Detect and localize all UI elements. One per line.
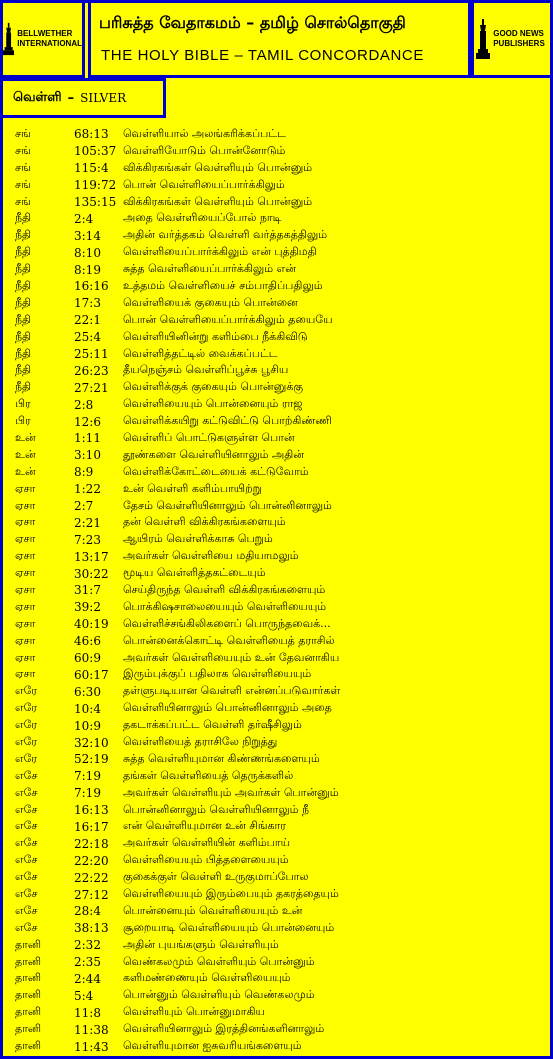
entry-book: பிர <box>15 397 31 411</box>
entry-reference: 52:19 <box>74 752 109 767</box>
entry-book: தானி <box>15 1005 42 1019</box>
entry-reference: 8:19 <box>74 262 101 277</box>
list-item <box>15 126 545 143</box>
entry-reference: 32:10 <box>74 735 109 750</box>
entry-book: எசே <box>15 802 38 816</box>
entry-reference: 2:44 <box>74 971 101 986</box>
entry-text: பொன்னினாலும் வெள்ளியினாலும் நீ <box>123 802 310 816</box>
logo-left-line-2: INTERNATIONAL <box>17 39 82 48</box>
entry-text: பொன்னையும் வெள்ளியையும் உன் <box>123 903 303 917</box>
entry-reference: 38:13 <box>74 921 109 936</box>
entry-text: வெள்ளிப் பொட்டுகளுள்ள பொன் <box>123 430 295 444</box>
entry-text: குகைக்குள் வெள்ளி உருகுமாப்போல <box>123 870 309 884</box>
entry-book: எரே <box>15 718 38 732</box>
entry-reference: 13:17 <box>74 549 109 564</box>
entry-reference: 46:6 <box>74 634 101 649</box>
list-item <box>15 278 545 295</box>
entry-book: எசே <box>15 785 38 799</box>
entry-text: வெள்ளியோடும் பொன்னோடும் <box>123 143 286 157</box>
list-item <box>15 903 545 920</box>
entry-reference: 26:23 <box>74 363 109 378</box>
entry-reference: 8:10 <box>74 245 101 260</box>
entry-book: சங் <box>15 194 31 208</box>
entry-book: தானி <box>15 1022 42 1036</box>
entry-text: உன் வெள்ளி களிம்பாயிற்று <box>123 481 262 495</box>
list-item <box>15 531 545 548</box>
entry-text: அதின் வர்த்தகம் வெள்ளி வர்த்தகத்திலும் <box>123 228 328 242</box>
list-item <box>15 768 545 785</box>
list-item <box>15 954 545 971</box>
entry-book: தானி <box>15 937 42 951</box>
entry-reference: 22:20 <box>74 853 109 868</box>
list-item <box>15 210 545 227</box>
entry-text: வெள்ளியைத் தராசிலே நிறுத்து <box>123 735 278 748</box>
list-item <box>15 430 545 447</box>
entry-text: தூண்களை வெள்ளியினாலும் அதின் <box>123 447 304 461</box>
entry-book: ஏசா <box>15 532 36 546</box>
entry-reference: 12:6 <box>74 414 101 429</box>
entry-book: நீதி <box>15 245 32 259</box>
list-item <box>15 633 545 650</box>
tower-icon <box>476 19 490 59</box>
entry-reference: 119:72 <box>74 178 117 193</box>
list-item <box>15 396 545 413</box>
entry-text: வெள்ளியினின்று களிம்பை நீக்கிவிடு <box>123 329 308 343</box>
entry-book: தானி <box>15 971 42 985</box>
list-item <box>15 312 545 329</box>
entry-text: உத்தமம் வெள்ளியைச் சம்பாதிப்பதிலும் <box>123 278 323 292</box>
list-item <box>15 616 545 633</box>
entry-text: ஆயிரம் வெள்ளிக்காசு பெறும் <box>123 532 273 546</box>
list-item <box>15 734 545 751</box>
entry-reference: 3:10 <box>74 448 101 463</box>
entry-text: அதின் புயங்களும் வெள்ளியும் <box>123 937 279 951</box>
entry-text: தன் வெள்ளி விக்கிரகங்களையும் <box>123 515 286 529</box>
entry-reference: 3:14 <box>74 228 101 243</box>
entry-reference: 39:2 <box>74 600 101 615</box>
entry-reference: 7:19 <box>74 769 101 784</box>
entry-book: எசே <box>15 903 38 917</box>
entry-text: வெள்ளிச்சங்கிலிகளைப் பொருந்தவைக்... <box>123 616 331 630</box>
entry-reference: 105:37 <box>74 144 117 159</box>
entry-book: எசே <box>15 920 38 934</box>
list-item <box>15 819 545 836</box>
entry-book: ஏசா <box>15 616 36 630</box>
entry-reference: 11:38 <box>74 1022 109 1037</box>
entry-book: எரே <box>15 684 38 698</box>
entry-book: எரே <box>15 751 38 765</box>
entry-reference: 25:11 <box>74 347 109 362</box>
entry-book: நீதி <box>15 346 32 360</box>
entry-book: ஏசா <box>15 498 36 512</box>
entry-text: பொன் வெள்ளியைப்பார்க்கிலும் தயையே <box>123 312 333 326</box>
entry-book: ஏசா <box>15 582 36 596</box>
entry-reference: 60:9 <box>74 651 101 666</box>
entry-text: வெண்கலமும் வெள்ளியும் பொன்னும் <box>123 954 315 968</box>
entry-book: சங் <box>15 143 31 157</box>
entry-text: சூறையாடி வெள்ளியையும் பொன்னையும் <box>123 920 335 934</box>
entry-book: நீதி <box>15 278 32 292</box>
entry-book: ஏசா <box>15 650 36 664</box>
list-item <box>15 160 545 177</box>
list-item <box>15 802 545 819</box>
entry-text: விக்கிரகங்கள் வெள்ளியும் பொன்னும் <box>123 160 313 174</box>
entry-book: சங் <box>15 160 31 174</box>
entry-reference: 31:7 <box>74 583 101 598</box>
entry-book: உன் <box>15 447 36 461</box>
entry-book: நீதி <box>15 363 32 377</box>
entry-text: வெள்ளித்தட்டில் வைக்கப்பட்ட <box>123 346 278 360</box>
entry-text: வெள்ளியையும் பொன்னையும் ராஜ <box>123 397 303 411</box>
list-item <box>15 565 545 582</box>
entry-reference: 16:16 <box>74 279 109 294</box>
logo-left-line-1: BELLWETHER <box>17 29 73 38</box>
entry-text: வெள்ளிக்கயிறு கட்டுவிட்டு பொற்கிண்ணி <box>123 414 332 428</box>
entry-text: வெள்ளியால் அலங்கரிக்கப்பட்ட <box>123 126 286 140</box>
concordance-list <box>15 126 545 1055</box>
entry-reference: 30:22 <box>74 566 109 581</box>
entry-text: அவர்கள் வெள்ளியையும் உன் தேவனாகிய <box>123 650 340 664</box>
entry-reference: 22:1 <box>74 313 101 328</box>
entry-text: பொன்னும் வெள்ளியும் வெண்கலமும் <box>123 988 315 1002</box>
list-item <box>15 261 545 278</box>
entry-reference: 6:30 <box>74 684 101 699</box>
list-item <box>15 852 545 869</box>
list-item <box>15 937 545 954</box>
entry-book: நீதி <box>15 312 32 326</box>
entry-book: நீதி <box>15 228 32 242</box>
section-title-tamil: வெள்ளி <box>13 90 62 105</box>
entry-book: தானி <box>15 1039 42 1053</box>
entry-reference: 115:4 <box>74 161 109 176</box>
list-item <box>15 346 545 363</box>
entry-reference: 2:21 <box>74 515 101 530</box>
entry-book: எரே <box>15 735 38 748</box>
entry-book: எசே <box>15 836 38 850</box>
entry-text: மூடிய வெள்ளித்தகட்டையும் <box>123 566 266 580</box>
entry-book: ஏசா <box>15 667 36 681</box>
list-item <box>15 379 545 396</box>
entry-reference: 8:9 <box>74 465 94 480</box>
entry-text: தங்கள் வெள்ளியைத் தெருக்களில் <box>123 768 294 782</box>
entry-reference: 27:12 <box>74 887 109 902</box>
list-item <box>15 481 545 498</box>
entry-book: பிர <box>15 414 31 428</box>
entry-reference: 68:13 <box>74 127 109 142</box>
logo-right-line-1: GOOD NEWS <box>493 29 544 38</box>
section-title-english: SILVER <box>80 91 127 105</box>
list-item <box>15 177 545 194</box>
entry-reference: 40:19 <box>74 617 109 632</box>
list-item <box>15 498 545 515</box>
list-item <box>15 700 545 717</box>
entry-reference: 2:32 <box>74 938 101 953</box>
entry-reference: 28:4 <box>74 904 101 919</box>
list-item <box>15 1038 545 1055</box>
entry-text: வெள்ளியும் பொன்னுமாகிய <box>123 1005 265 1019</box>
list-item <box>15 143 545 160</box>
entry-reference: 27:21 <box>74 380 109 395</box>
entry-book: ஏசா <box>15 566 36 580</box>
list-item <box>15 869 545 886</box>
entry-reference: 2:35 <box>74 955 101 970</box>
entry-text: வெள்ளியினாலும் இரத்தினங்களினாலும் <box>123 1022 325 1036</box>
list-item <box>15 413 545 430</box>
entry-text: அவர்கள் வெள்ளியை மதியாமலும் <box>123 549 299 563</box>
list-item <box>15 582 545 599</box>
entry-book: சங் <box>15 177 31 191</box>
entry-reference: 1:22 <box>74 482 101 497</box>
list-item <box>15 920 545 937</box>
entry-book: நீதி <box>15 262 32 276</box>
entry-reference: 1:11 <box>74 431 101 446</box>
list-item <box>15 717 545 734</box>
entry-text: சுத்த வெள்ளியுமான கிண்ணங்களையும் <box>123 751 320 765</box>
entry-text: அவர்கள் வெள்ளியும் அவர்கள் பொன்னும் <box>123 785 339 799</box>
tower-icon <box>3 19 14 59</box>
entry-reference: 60:17 <box>74 667 109 682</box>
logo-right <box>468 0 553 78</box>
list-item <box>15 548 545 565</box>
entry-text: தகடாக்கப்பட்ட வெள்ளி தர்ஷீசிலும் <box>123 718 302 732</box>
list-item <box>15 464 545 481</box>
entry-reference: 10:9 <box>74 718 101 733</box>
logo-left <box>0 0 85 78</box>
entry-reference: 7:23 <box>74 532 101 547</box>
entry-reference: 11:8 <box>74 1005 101 1020</box>
entry-text: தள்ளுபடியான வெள்ளி என்னப்படுவார்கள் <box>123 684 341 698</box>
list-item <box>15 971 545 988</box>
title-tamil: பரிசுத்த வேதாகமம் – தமிழ் சொல்தொகுதி <box>99 13 406 32</box>
entry-text: வெள்ளியுமான ஐசுவரியங்களையும் <box>123 1039 302 1053</box>
entry-book: எசே <box>15 853 38 867</box>
list-item <box>15 1021 545 1038</box>
entry-book: சங் <box>15 126 31 140</box>
entry-reference: 135:15 <box>74 195 117 209</box>
entry-text: பொன் வெள்ளியைப்பார்க்கிலும் <box>123 177 285 191</box>
entry-book: ஏசா <box>15 599 36 613</box>
list-item <box>15 599 545 616</box>
entry-book: ஏசா <box>15 549 36 563</box>
entry-text: செய்திருந்த வெள்ளி விக்கிரகங்களையும் <box>123 582 326 596</box>
list-item <box>15 295 545 312</box>
entry-text: தேசம் வெள்ளியினாலும் பொன்னினாலும் <box>123 498 332 512</box>
entry-book: ஏசா <box>15 633 36 647</box>
entry-book: எசே <box>15 768 38 782</box>
entry-text: களிமண்ணையும் வெள்ளியையும் <box>123 971 291 985</box>
entry-text: வெள்ளிக்கோட்டையைக் கட்டுவோம் <box>123 464 309 478</box>
entry-text: தீயநெஞ்சம் வெள்ளிப்பூச்சு பூசிய <box>123 363 289 377</box>
entry-book: நீதி <box>15 329 32 343</box>
entry-reference: 2:7 <box>74 499 94 514</box>
entry-book: நீதி <box>15 380 32 394</box>
entry-text: அதை வெள்ளியைப்போல் நாடி <box>123 211 282 225</box>
list-item <box>15 835 545 852</box>
list-item <box>15 650 545 667</box>
entry-reference: 10:4 <box>74 701 101 716</box>
entry-reference: 11:43 <box>74 1039 109 1054</box>
entry-reference: 5:4 <box>74 988 94 1003</box>
entry-reference: 22:18 <box>74 836 109 851</box>
entry-reference: 16:13 <box>74 803 109 818</box>
entry-book: எசே <box>15 870 38 884</box>
list-item <box>15 683 545 700</box>
list-item <box>15 227 545 244</box>
entry-reference: 16:17 <box>74 819 109 834</box>
entry-text: வெள்ளியையும் பித்தளையையும் <box>123 853 289 867</box>
list-item <box>15 667 545 684</box>
entry-reference: 7:19 <box>74 786 101 801</box>
list-item <box>15 447 545 464</box>
entry-book: தானி <box>15 954 42 968</box>
section-separator: – <box>67 90 75 106</box>
title-box <box>88 0 474 78</box>
entry-reference: 22:22 <box>74 870 109 885</box>
entry-text: வெள்ளிக்குக் குகையும் பொன்னுக்கு <box>123 380 304 394</box>
list-item <box>15 751 545 768</box>
list-item <box>15 514 545 531</box>
entry-text: வெள்ளியைக் குகையும் பொன்னை <box>123 295 298 309</box>
entry-reference: 2:8 <box>74 397 94 412</box>
logo-right-line-2: PUBLISHERS <box>493 39 545 48</box>
list-item <box>15 194 545 211</box>
entry-book: எசே <box>15 887 38 901</box>
list-item <box>15 886 545 903</box>
entry-text: பொக்கிஷசாலையையும் வெள்ளியையும் <box>123 599 327 613</box>
entry-book: ஏசா <box>15 515 36 529</box>
list-item <box>15 244 545 261</box>
entry-text: அவர்கள் வெள்ளியின் களிம்பாய் <box>123 836 290 850</box>
entry-text: பொன்னைக்கொட்டி வெள்ளியைத் தராசில் <box>123 633 335 647</box>
entry-book: உன் <box>15 464 36 478</box>
entry-text: வெள்ளியைப்பார்க்கிலும் என் புத்திமதி <box>123 245 317 259</box>
entry-text: வெள்ளியையும் இரும்பையும் தகரத்தையும் <box>123 887 339 901</box>
entry-book: தானி <box>15 988 42 1002</box>
entry-book: நீதி <box>15 211 32 225</box>
entry-reference: 25:4 <box>74 330 101 345</box>
entry-text: வெள்ளியினாலும் பொன்னினாலும் அதை <box>123 701 332 715</box>
entry-book: உன் <box>15 430 36 444</box>
entry-reference: 2:4 <box>74 211 94 226</box>
entry-book: ஏசா <box>15 481 36 495</box>
entry-book: நீதி <box>15 295 32 309</box>
section-heading <box>0 78 166 118</box>
entry-text: விக்கிரகங்கள் வெள்ளியும் பொன்னும் <box>123 194 313 208</box>
entry-text: இரும்புக்குப் பதிலாக வெள்ளியையும் <box>123 667 312 681</box>
entry-book: எசே <box>15 819 38 833</box>
entry-reference: 17:3 <box>74 296 101 311</box>
entry-text: சுத்த வெள்ளியைப்பார்க்கிலும் என் <box>123 262 296 276</box>
list-item <box>15 362 545 379</box>
entry-text: என் வெள்ளியுமான உன் சிங்கார <box>123 819 286 833</box>
list-item <box>15 329 545 346</box>
list-item <box>15 785 545 802</box>
list-item <box>15 1004 545 1021</box>
title-english: THE HOLY BIBLE – TAMIL CONCORDANCE <box>101 47 424 64</box>
list-item <box>15 987 545 1004</box>
entry-book: எரே <box>15 701 38 715</box>
